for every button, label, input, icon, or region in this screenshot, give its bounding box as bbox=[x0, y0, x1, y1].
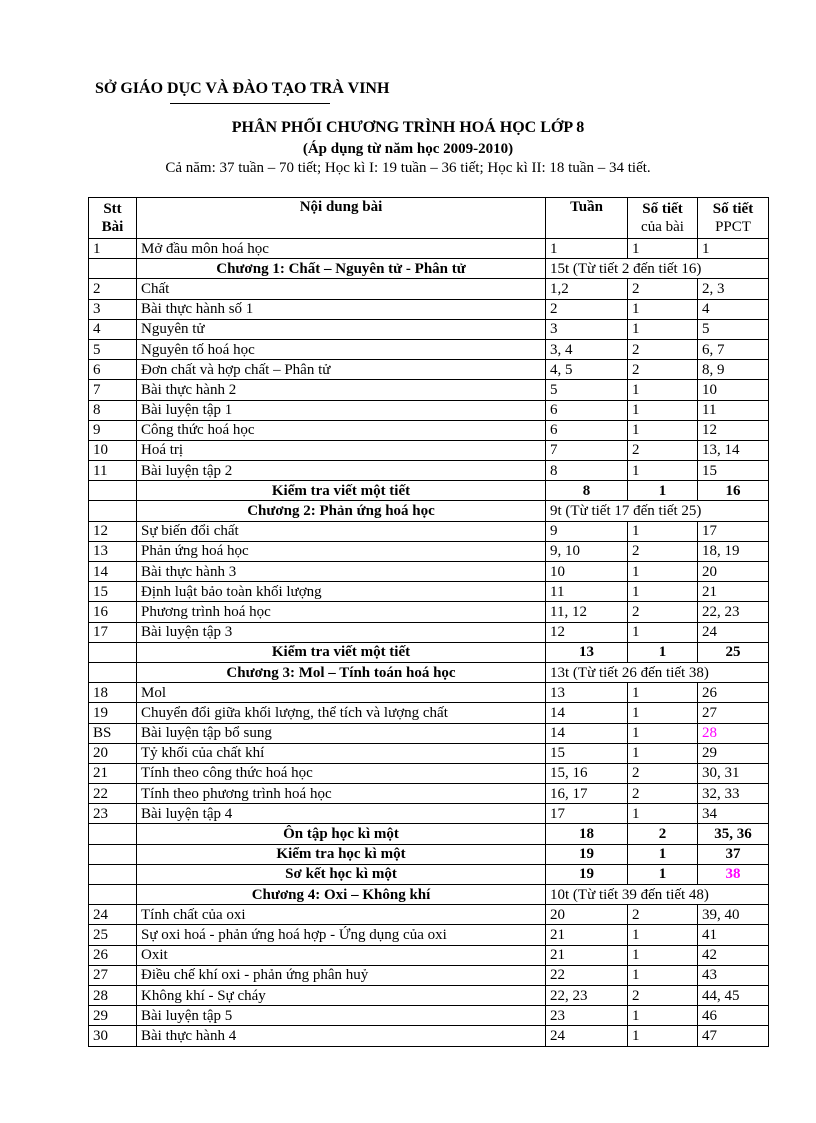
lesson-number bbox=[89, 481, 137, 501]
lesson-title: Sơ kết học kì một bbox=[137, 864, 546, 884]
lesson-title: Bài luyện tập bổ sung bbox=[137, 723, 546, 743]
header-stt bbox=[89, 198, 137, 239]
chapter-stt-cell bbox=[89, 885, 137, 905]
lesson-periods: 1 bbox=[628, 1026, 698, 1046]
lesson-row bbox=[89, 562, 769, 582]
table-body bbox=[89, 239, 769, 1047]
lesson-row bbox=[89, 380, 769, 400]
lesson-number: 12 bbox=[89, 521, 137, 541]
chapter-stt-cell bbox=[89, 259, 137, 279]
lesson-title: Tỷ khối của chất khí bbox=[137, 743, 546, 763]
lesson-number bbox=[89, 864, 137, 884]
lesson-number: 20 bbox=[89, 743, 137, 763]
lesson-week: 6 bbox=[546, 420, 628, 440]
lesson-ppct: 38 bbox=[698, 864, 769, 884]
lesson-row bbox=[89, 683, 769, 703]
lesson-title: Bài thực hành 4 bbox=[137, 1026, 546, 1046]
lesson-week: 22, 23 bbox=[546, 985, 628, 1005]
lesson-periods: 1 bbox=[628, 239, 698, 259]
lesson-ppct: 11 bbox=[698, 400, 769, 420]
lesson-ppct: 44, 45 bbox=[698, 985, 769, 1005]
lesson-ppct: 12 bbox=[698, 420, 769, 440]
lesson-week: 3, 4 bbox=[546, 339, 628, 359]
lesson-number: 6 bbox=[89, 360, 137, 380]
lesson-row bbox=[89, 360, 769, 380]
lesson-ppct: 46 bbox=[698, 1006, 769, 1026]
lesson-number: 21 bbox=[89, 763, 137, 783]
chapter-period-range: 13t (Từ tiết 26 đến tiết 38) bbox=[546, 662, 769, 682]
lesson-ppct: 32, 33 bbox=[698, 784, 769, 804]
lesson-title: Mở đầu môn hoá học bbox=[137, 239, 546, 259]
chapter-title: Chương 2: Phản ứng hoá học bbox=[137, 501, 546, 521]
lesson-periods: 1 bbox=[628, 319, 698, 339]
lesson-periods: 1 bbox=[628, 582, 698, 602]
lesson-ppct: 1 bbox=[698, 239, 769, 259]
lesson-periods: 2 bbox=[628, 784, 698, 804]
chapter-period-range: 10t (Từ tiết 39 đến tiết 48) bbox=[546, 885, 769, 905]
summary-row bbox=[89, 642, 769, 662]
lesson-week: 13 bbox=[546, 683, 628, 703]
lesson-number: 29 bbox=[89, 1006, 137, 1026]
lesson-title: Công thức hoá học bbox=[137, 420, 546, 440]
lesson-periods: 1 bbox=[628, 420, 698, 440]
lesson-week: 19 bbox=[546, 864, 628, 884]
lesson-periods: 1 bbox=[628, 461, 698, 481]
lesson-row bbox=[89, 582, 769, 602]
lesson-title: Sự oxi hoá - phản ứng hoá hợp - Ứng dụng của oxi bbox=[137, 925, 546, 945]
chapter-title: Chương 3: Mol – Tính toán hoá học bbox=[137, 662, 546, 682]
lesson-periods: 2 bbox=[628, 602, 698, 622]
lesson-periods: 1 bbox=[628, 945, 698, 965]
lesson-row bbox=[89, 804, 769, 824]
lesson-periods: 2 bbox=[628, 339, 698, 359]
header-week: Tuần bbox=[546, 198, 628, 239]
lesson-week: 8 bbox=[546, 481, 628, 501]
lesson-row bbox=[89, 905, 769, 925]
lesson-week: 11, 12 bbox=[546, 602, 628, 622]
lesson-title: Bài luyện tập 2 bbox=[137, 461, 546, 481]
department-underline bbox=[170, 103, 330, 104]
lesson-ppct: 10 bbox=[698, 380, 769, 400]
lesson-week: 24 bbox=[546, 1026, 628, 1046]
summary-row bbox=[89, 864, 769, 884]
lesson-title: Bài thực hành 2 bbox=[137, 380, 546, 400]
lesson-row bbox=[89, 945, 769, 965]
lesson-week: 17 bbox=[546, 804, 628, 824]
lesson-number: 7 bbox=[89, 380, 137, 400]
lesson-number bbox=[89, 642, 137, 662]
lesson-week: 11 bbox=[546, 582, 628, 602]
lesson-title: Phương trình hoá học bbox=[137, 602, 546, 622]
lesson-title: Bài luyện tập 3 bbox=[137, 622, 546, 642]
lesson-periods: 1 bbox=[628, 380, 698, 400]
lesson-ppct: 30, 31 bbox=[698, 763, 769, 783]
lesson-title: Ôn tập học kì một bbox=[137, 824, 546, 844]
lesson-ppct: 26 bbox=[698, 683, 769, 703]
lesson-periods: 1 bbox=[628, 864, 698, 884]
lesson-week: 5 bbox=[546, 380, 628, 400]
lesson-ppct: 41 bbox=[698, 925, 769, 945]
lesson-ppct: 20 bbox=[698, 562, 769, 582]
lesson-week: 1 bbox=[546, 239, 628, 259]
header-ppct-line2: PPCT bbox=[715, 219, 751, 235]
lesson-row bbox=[89, 420, 769, 440]
lesson-number: 11 bbox=[89, 461, 137, 481]
lesson-title: Tính chất của oxi bbox=[137, 905, 546, 925]
lesson-ppct: 34 bbox=[698, 804, 769, 824]
header-stt-line2: Bài bbox=[101, 219, 124, 235]
lesson-row bbox=[89, 400, 769, 420]
lesson-ppct: 39, 40 bbox=[698, 905, 769, 925]
header-periods-line2: của bài bbox=[641, 219, 684, 235]
lesson-week: 15, 16 bbox=[546, 763, 628, 783]
curriculum-table bbox=[88, 197, 769, 1047]
lesson-number: 1 bbox=[89, 239, 137, 259]
lesson-week: 15 bbox=[546, 743, 628, 763]
lesson-number: 30 bbox=[89, 1026, 137, 1046]
lesson-title: Bài luyện tập 4 bbox=[137, 804, 546, 824]
header-periods-line1: Số tiết bbox=[642, 201, 683, 217]
lesson-number: 14 bbox=[89, 562, 137, 582]
lesson-number: 26 bbox=[89, 945, 137, 965]
lesson-number: 16 bbox=[89, 602, 137, 622]
lesson-row bbox=[89, 299, 769, 319]
lesson-title: Phản ứng hoá học bbox=[137, 541, 546, 561]
lesson-row bbox=[89, 1006, 769, 1026]
lesson-row bbox=[89, 1026, 769, 1046]
lesson-periods: 2 bbox=[628, 824, 698, 844]
lesson-periods: 1 bbox=[628, 743, 698, 763]
summary-row bbox=[89, 824, 769, 844]
lesson-title: Bài luyện tập 5 bbox=[137, 1006, 546, 1026]
lesson-week: 7 bbox=[546, 440, 628, 460]
chapter-title: Chương 4: Oxi – Không khí bbox=[137, 885, 546, 905]
header-stt-line1: Stt bbox=[103, 201, 122, 217]
page-subtitle: (Áp dụng từ năm học 2009-2010) bbox=[302, 141, 514, 157]
lesson-title: Kiểm tra viết một tiết bbox=[137, 642, 546, 662]
lesson-week: 14 bbox=[546, 703, 628, 723]
lesson-week: 3 bbox=[546, 319, 628, 339]
lesson-number bbox=[89, 824, 137, 844]
lesson-ppct: 4 bbox=[698, 299, 769, 319]
lesson-row bbox=[89, 985, 769, 1005]
lesson-number: 25 bbox=[89, 925, 137, 945]
lesson-week: 2 bbox=[546, 299, 628, 319]
lesson-week: 21 bbox=[546, 945, 628, 965]
lesson-periods: 1 bbox=[628, 400, 698, 420]
lesson-week: 13 bbox=[546, 642, 628, 662]
lesson-periods: 1 bbox=[628, 642, 698, 662]
lesson-periods: 1 bbox=[628, 521, 698, 541]
header-ppct bbox=[698, 198, 769, 239]
lesson-periods: 1 bbox=[628, 844, 698, 864]
lesson-row bbox=[89, 743, 769, 763]
lesson-ppct: 6, 7 bbox=[698, 339, 769, 359]
lesson-periods: 1 bbox=[628, 703, 698, 723]
lesson-week: 9 bbox=[546, 521, 628, 541]
lesson-number: 10 bbox=[89, 440, 137, 460]
lesson-week: 22 bbox=[546, 965, 628, 985]
lesson-periods: 1 bbox=[628, 622, 698, 642]
chapter-stt-cell bbox=[89, 662, 137, 682]
summary-row bbox=[89, 481, 769, 501]
lesson-title: Kiểm tra học kì một bbox=[137, 844, 546, 864]
lesson-row bbox=[89, 461, 769, 481]
lesson-number: 13 bbox=[89, 541, 137, 561]
lesson-number: BS bbox=[89, 723, 137, 743]
lesson-week: 12 bbox=[546, 622, 628, 642]
lesson-week: 6 bbox=[546, 400, 628, 420]
lesson-week: 23 bbox=[546, 1006, 628, 1026]
lesson-ppct: 24 bbox=[698, 622, 769, 642]
lesson-ppct: 27 bbox=[698, 703, 769, 723]
lesson-periods: 2 bbox=[628, 440, 698, 460]
lesson-periods: 1 bbox=[628, 683, 698, 703]
lesson-title: Tính theo phương trình hoá học bbox=[137, 784, 546, 804]
lesson-number bbox=[89, 844, 137, 864]
lesson-periods: 2 bbox=[628, 905, 698, 925]
chapter-title: Chương 1: Chất – Nguyên tử - Phân tử bbox=[137, 259, 546, 279]
lesson-periods: 2 bbox=[628, 279, 698, 299]
lesson-periods: 1 bbox=[628, 965, 698, 985]
page-title: PHÂN PHỐI CHƯƠNG TRÌNH HOÁ HỌC LỚP 8 bbox=[231, 119, 585, 136]
lesson-periods: 2 bbox=[628, 985, 698, 1005]
lesson-week: 20 bbox=[546, 905, 628, 925]
lesson-number: 28 bbox=[89, 985, 137, 1005]
lesson-week: 1,2 bbox=[546, 279, 628, 299]
lesson-number: 24 bbox=[89, 905, 137, 925]
lesson-week: 16, 17 bbox=[546, 784, 628, 804]
lesson-row bbox=[89, 925, 769, 945]
lesson-number: 8 bbox=[89, 400, 137, 420]
lesson-number: 17 bbox=[89, 622, 137, 642]
summary-row bbox=[89, 844, 769, 864]
lesson-title: Chất bbox=[137, 279, 546, 299]
lesson-number: 19 bbox=[89, 703, 137, 723]
lesson-week: 4, 5 bbox=[546, 360, 628, 380]
lesson-row bbox=[89, 763, 769, 783]
lesson-row bbox=[89, 784, 769, 804]
chapter-period-range: 9t (Từ tiết 17 đến tiết 25) bbox=[546, 501, 769, 521]
header-ppct-line1: Số tiết bbox=[712, 201, 754, 217]
lesson-periods: 1 bbox=[628, 481, 698, 501]
table-header-row bbox=[89, 198, 769, 239]
lesson-title: Hoá trị bbox=[137, 440, 546, 460]
lesson-ppct: 13, 14 bbox=[698, 440, 769, 460]
lesson-periods: 1 bbox=[628, 925, 698, 945]
lesson-row bbox=[89, 703, 769, 723]
lesson-row bbox=[89, 279, 769, 299]
lesson-row bbox=[89, 965, 769, 985]
lesson-title: Oxit bbox=[137, 945, 546, 965]
lesson-ppct: 2, 3 bbox=[698, 279, 769, 299]
lesson-title: Kiểm tra viết một tiết bbox=[137, 481, 546, 501]
chapter-period-range: 15t (Từ tiết 2 đến tiết 16) bbox=[546, 259, 769, 279]
lesson-title: Không khí - Sự cháy bbox=[137, 985, 546, 1005]
lesson-ppct: 5 bbox=[698, 319, 769, 339]
lesson-ppct: 21 bbox=[698, 582, 769, 602]
header-content: Nội dung bài bbox=[137, 198, 546, 239]
lesson-ppct: 22, 23 bbox=[698, 602, 769, 622]
lesson-ppct: 18, 19 bbox=[698, 541, 769, 561]
lesson-week: 14 bbox=[546, 723, 628, 743]
lesson-row bbox=[89, 319, 769, 339]
lesson-title: Nguyên tử bbox=[137, 319, 546, 339]
lesson-periods: 2 bbox=[628, 360, 698, 380]
lesson-periods: 2 bbox=[628, 763, 698, 783]
lesson-title: Bài luyện tập 1 bbox=[137, 400, 546, 420]
header-periods bbox=[628, 198, 698, 239]
lesson-row bbox=[89, 622, 769, 642]
lesson-ppct: 29 bbox=[698, 743, 769, 763]
lesson-week: 9, 10 bbox=[546, 541, 628, 561]
year-summary: Cả năm: 37 tuần – 70 tiết; Học kì I: 19 tuần – 36 tiết; Học kì II: 18 tuần – 34 tiết. bbox=[165, 160, 651, 176]
lesson-ppct: 8, 9 bbox=[698, 360, 769, 380]
lesson-week: 8 bbox=[546, 461, 628, 481]
chapter-stt-cell bbox=[89, 501, 137, 521]
lesson-week: 19 bbox=[546, 844, 628, 864]
lesson-row bbox=[89, 541, 769, 561]
lesson-number: 5 bbox=[89, 339, 137, 359]
lesson-title: Mol bbox=[137, 683, 546, 703]
lesson-number: 9 bbox=[89, 420, 137, 440]
chapter-row bbox=[89, 259, 769, 279]
lesson-periods: 1 bbox=[628, 723, 698, 743]
lesson-week: 10 bbox=[546, 562, 628, 582]
lesson-ppct: 43 bbox=[698, 965, 769, 985]
lesson-ppct: 25 bbox=[698, 642, 769, 662]
lesson-title: Sự biến đổi chất bbox=[137, 521, 546, 541]
lesson-ppct: 28 bbox=[698, 723, 769, 743]
lesson-number: 2 bbox=[89, 279, 137, 299]
lesson-ppct: 16 bbox=[698, 481, 769, 501]
lesson-row bbox=[89, 521, 769, 541]
lesson-ppct: 37 bbox=[698, 844, 769, 864]
lesson-number: 27 bbox=[89, 965, 137, 985]
lesson-row bbox=[89, 239, 769, 259]
chapter-row bbox=[89, 501, 769, 521]
lesson-periods: 1 bbox=[628, 804, 698, 824]
lesson-row bbox=[89, 723, 769, 743]
lesson-title: Bài thực hành 3 bbox=[137, 562, 546, 582]
chapter-row bbox=[89, 885, 769, 905]
lesson-title: Định luật bảo toàn khối lượng bbox=[137, 582, 546, 602]
lesson-ppct: 35, 36 bbox=[698, 824, 769, 844]
lesson-title: Chuyển đổi giữa khối lượng, thể tích và lượng chất bbox=[137, 703, 546, 723]
chapter-row bbox=[89, 662, 769, 682]
lesson-title: Tính theo công thức hoá học bbox=[137, 763, 546, 783]
lesson-title: Bài thực hành số 1 bbox=[137, 299, 546, 319]
lesson-periods: 1 bbox=[628, 299, 698, 319]
lesson-title: Nguyên tố hoá học bbox=[137, 339, 546, 359]
lesson-row bbox=[89, 339, 769, 359]
lesson-periods: 1 bbox=[628, 1006, 698, 1026]
lesson-week: 21 bbox=[546, 925, 628, 945]
lesson-periods: 1 bbox=[628, 562, 698, 582]
lesson-title: Đơn chất và hợp chất – Phân tử bbox=[137, 360, 546, 380]
lesson-number: 3 bbox=[89, 299, 137, 319]
department-name: SỞ GIÁO DỤC VÀ ĐÀO TẠO TRÀ VINH bbox=[95, 80, 390, 97]
lesson-week: 18 bbox=[546, 824, 628, 844]
lesson-title: Điều chế khí oxi - phản ứng phân huỷ bbox=[137, 965, 546, 985]
lesson-ppct: 47 bbox=[698, 1026, 769, 1046]
lesson-ppct: 15 bbox=[698, 461, 769, 481]
lesson-periods: 2 bbox=[628, 541, 698, 561]
lesson-number: 15 bbox=[89, 582, 137, 602]
lesson-number: 23 bbox=[89, 804, 137, 824]
lesson-ppct: 42 bbox=[698, 945, 769, 965]
lesson-number: 18 bbox=[89, 683, 137, 703]
lesson-row bbox=[89, 440, 769, 460]
lesson-number: 22 bbox=[89, 784, 137, 804]
lesson-number: 4 bbox=[89, 319, 137, 339]
lesson-row bbox=[89, 602, 769, 622]
lesson-ppct: 17 bbox=[698, 521, 769, 541]
